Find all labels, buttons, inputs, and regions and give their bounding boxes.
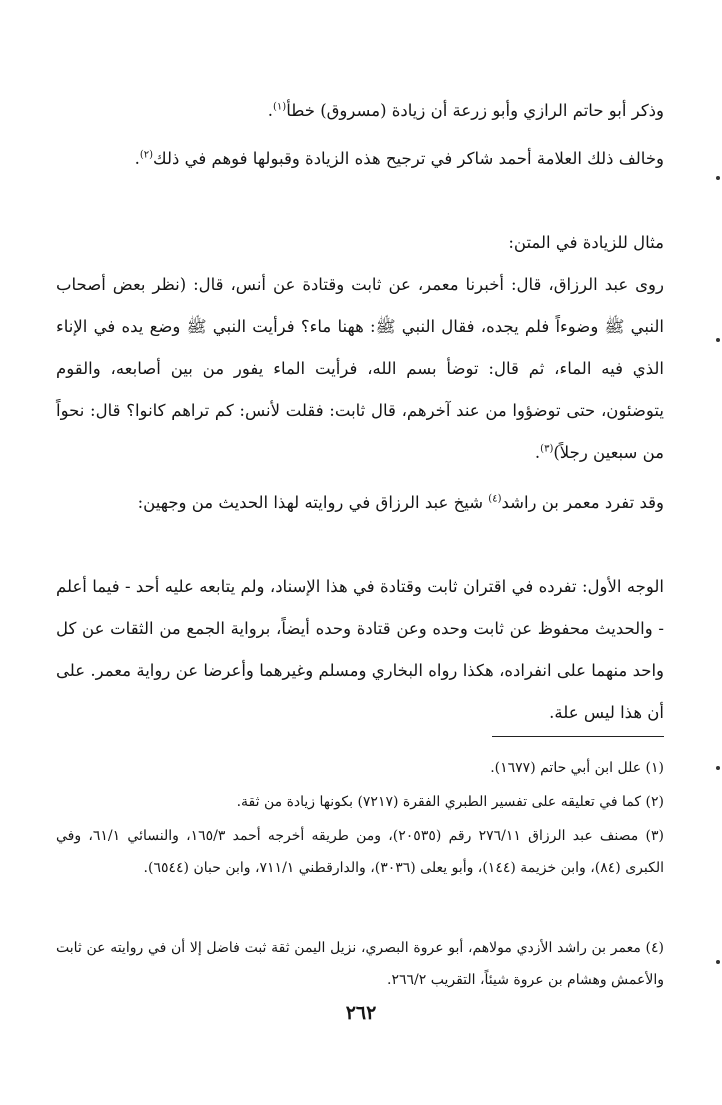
footnote-4: (٤) معمر بن راشد الأزدي مولاهم، أبو عروة البصري، نزيل اليمن ثقة ثبت فاضل إلا أن في روايته عن ثابت والأعمش وهشام بن عروة شيئاً، التقريب ٢٦٦/٢. (56, 940, 664, 988)
paragraph-text: وخالف ذلك العلامة أحمد شاكر في ترجيح هذه الزيادة وقبولها فوهم في ذلك (153, 149, 664, 168)
page-number: ٢٦٢ (345, 1002, 377, 1024)
paragraph-mamar (56, 482, 664, 524)
paragraph-text: وذكر أبو حاتم الرازي وأبو زرعة أن زيادة (مسروق) خطأ (286, 101, 664, 120)
footnote-ref-2: (٢) (139, 149, 154, 161)
paragraph-abu-hatim: وذكر أبو حاتم الرازي وأبو زرعة أن زيادة (مسروق) خطأ$^{(١)}$. (267, 101, 664, 120)
section-heading-matn: مثال للزيادة في المتن: (508, 233, 664, 252)
margin-dot (716, 338, 720, 342)
margin-dot (716, 176, 720, 180)
footnote-3: (٣) مصنف عبد الرزاق ٢٧٦/١١ رقم (٢٠٥٣٥)، ومن طريقه أخرجه أحمد ١٦٥/٣، والنسائي ٦١/١، وفي الكبرى (٨٤)، وابن خزيمة (١٤٤)، وأبو يعلى (٣٠٣٦)، والدارقطني ٧١١/١، وابن حبان (٦٥٤٤). (56, 828, 664, 876)
footnote-1: (١) علل ابن أبي حاتم (١٦٧٧). (490, 760, 664, 776)
footnote-ref-3: (٣) (540, 443, 554, 455)
margin-dot (716, 960, 720, 964)
margin-dot (716, 766, 720, 770)
paragraph-text: روى عبد الرزاق، قال: أخبرنا معمر، عن ثابت وقتادة عن أنس، قال: (نظر بعض أصحاب النبي ﷺ وضوءاً فلم يجده، فقال النبي ﷺ: ههنا ماء؟ فرأيت النبي ﷺ وضع يده في الإناء الذي فيه الماء، ثم قال: توضأ بسم الله، فرأيت الماء يفور من بين أصابعه، والقوم يتوضئون، حتى توضؤوا من عند آخرهم، قال ثابت: فقلت لأنس: كم تراهم كانوا؟ قال: نحواً من سبعين رجلاً) (56, 275, 664, 462)
paragraph-first-aspect: الوجه الأول: تفرده في اقتران ثابت وقتادة في هذا الإسناد، ولم يتابعه عليه أحد - فيما أعلم - والحديث محفوظ عن ثابت وحده وعن قتادة وحده أيضاً، برواية الجمع من الثقات عن كل واحد منهما على انفراده، هكذا رواه البخاري ومسلم وغيرهما وأعرضا عن رواية معمر. على أن هذا ليس علة. (56, 577, 664, 722)
footnote-2: (٢) كما في تعليقه على تفسير الطبري الفقرة (٧٢١٧) بكونها زيادة من ثقة. (236, 794, 664, 810)
footnote-separator (492, 736, 664, 737)
paragraph-text: شيخ عبد الرزاق في روايته لهذا الحديث من وجهين: (137, 493, 489, 512)
paragraph-text: وقد تفرد معمر بن راشد (501, 493, 664, 512)
footnote-ref-1: (١) (273, 101, 287, 113)
paragraph-ahmad-shakir: وخالف ذلك العلامة أحمد شاكر في ترجيح هذه الزيادة وقبولها فوهم في ذلك$^{(٢)}$. (134, 149, 664, 168)
footnote-ref-4: (٤) (488, 493, 502, 505)
paragraph-hadith: روى عبد الرزاق، قال: أخبرنا معمر، عن ثابت وقتادة عن أنس، قال: (نظر بعض أصحاب النبي ﷺ وضوءاً فلم يجده، فقال النبي ﷺ: ههنا ماء؟ فرأيت النبي ﷺ وضع يده في الإناء الذي فيه الماء، ثم قال: توضأ بسم الله، فرأيت الماء يفور من بين أصابعه، والقوم يتوضئون، حتى توضؤوا من عند آخرهم، قال ثابت: فقلت لأنس: كم تراهم كانوا؟ قال: نحواً من سبعين رجلاً)$^{(٣)}$. (56, 275, 664, 462)
